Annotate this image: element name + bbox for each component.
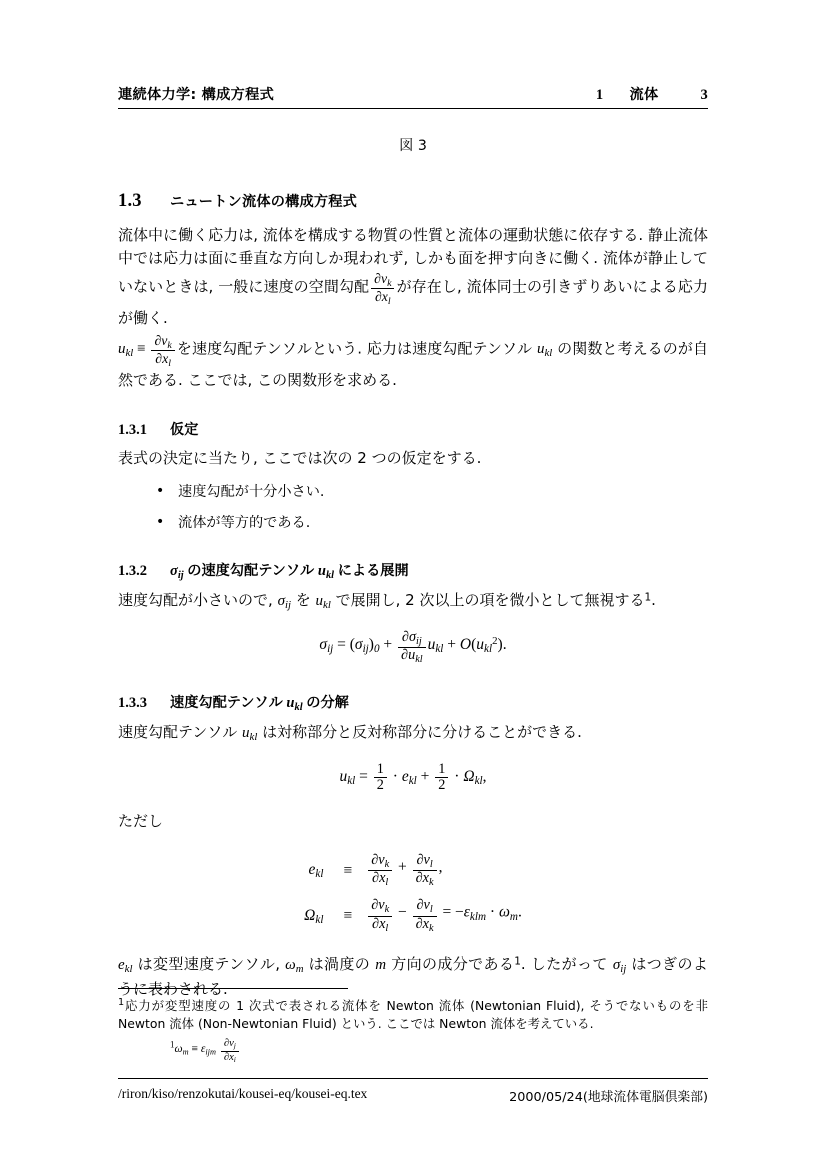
equation-row-omegakl <box>300 893 526 939</box>
paragraph-1-text-b: が存在し, 流体同士の引きずりあいによる応力が働く. <box>118 277 708 328</box>
section-paragraph-2 <box>118 333 708 393</box>
page-number: 3 <box>700 87 708 103</box>
para-132-a: 速度勾配が小さいので, <box>118 591 273 610</box>
paragraph-2-text-b: の関数と考えるのが自然である. ここでは, この関数形を求める. <box>118 339 708 390</box>
omegakl-relation: ≡ <box>343 907 353 925</box>
subsection-title-131: 仮定 <box>170 421 199 438</box>
footnote-ref-1[interactable]: 1 <box>644 591 652 604</box>
subsection-133-paragraph <box>118 721 708 746</box>
subsection-title-133-a: 速度勾配テンソル <box>170 694 283 711</box>
subsection-title-132-b: による展開 <box>337 563 409 580</box>
section-title: ニュートン流体の構成方程式 <box>170 194 358 210</box>
paragraph-2-text-a: を速度勾配テンソルという. 応力は速度勾配テンソル <box>176 339 533 358</box>
section-number: 1.3 <box>118 191 142 211</box>
omega-m-symbol: $\omega_m$ <box>285 957 304 976</box>
tadashi-label: ただし <box>118 812 164 831</box>
subsection-heading-131 <box>118 419 708 439</box>
section-heading <box>118 191 708 212</box>
footnote-2-formula: $\omega_m \equiv \varepsilon_{ijm}$ $\frac{\partial v_j}{\partial x_i}$ <box>174 1043 240 1055</box>
ukl-symbol: $u_{kl}$ <box>242 724 258 743</box>
subsection-number-131: 1.3.1 <box>118 421 147 438</box>
para-132-d: . <box>651 591 656 610</box>
footer-file-path: /riron/kiso/renzokutai/kousei-eq/kousei-eq.tex <box>118 1086 368 1101</box>
para-133-text: は対称部分と反対称部分に分けることができる. <box>262 722 582 741</box>
running-head <box>118 84 708 104</box>
page-footer <box>118 1086 708 1105</box>
running-head-chapter-title: 流体 <box>629 87 659 103</box>
list-item: • 速度勾配が十分小さい. <box>178 482 708 503</box>
para-132-c: で展開し, 2 次以上の項を微小として無視する <box>335 591 645 610</box>
assumption-list <box>118 482 708 535</box>
ekl-rhs: $\frac{\partial v_k}{\partial x_l}$ + $\frac{\partial v_l}{\partial x_k}$ , <box>362 848 526 894</box>
subsection-title-133-b: の分解 <box>306 694 349 711</box>
equation-taylor-expansion: $\sigma_{ij} = (\sigma_{ij})_0$ + $\frac{\partial\sigma_{ij}}{\partial u_{kl}}$ $u_{kl} + O(u_{kl}^2)$. <box>319 629 507 666</box>
equation-ekl-omegakl <box>300 848 526 939</box>
closing-text-a: は変型速度テンソル, <box>137 955 280 974</box>
ekl-lhs: $e_{kl}$ <box>308 860 324 881</box>
para-133-lead: 速度勾配テンソル <box>118 722 238 741</box>
ukl-symbol: $u_{kl}$ <box>286 694 303 713</box>
header-rule <box>118 108 708 109</box>
ukl-symbol: $u_{kl}$ <box>315 593 331 612</box>
list-item: • 流体が等方的である. <box>178 513 708 534</box>
sigma-ij-symbol: $\sigma_{ij}$ <box>277 593 291 612</box>
equation-ukl-decomposition: $u_{kl}$ = $\frac{1}{2}$ · $e_{kl}$ + $\frac{1}{2}$ · $\Omega_{kl}$, <box>339 760 487 794</box>
subsection-number-132: 1.3.2 <box>118 563 147 580</box>
running-head-title: 連続体力学: 構成方程式 <box>118 87 275 103</box>
running-head-chapter-number: 1 <box>595 87 604 103</box>
footnote-1 <box>118 996 708 1034</box>
closing-text-e: はつぎのように表わされる. <box>118 955 708 998</box>
subsection-heading-132 <box>118 560 708 581</box>
subsection-heading-133 <box>118 692 708 713</box>
footer-credit: 2000/05/24(地球流体電脳倶楽部) <box>509 1090 708 1105</box>
subsection-131-intro: 表式の決定に当たり, ここでは次の 2 つの仮定をする. <box>118 448 482 467</box>
closing-text-c: 方向の成分である <box>391 955 515 974</box>
sigma-ij-symbol: $\sigma_{ij}$ <box>170 563 184 582</box>
ukl-symbol: $u_{kl}$ <box>536 341 553 360</box>
paragraph-1-text-a: 流体中に働く応力は, 流体を構成する物質の性質と流体の運動状態に依存する. 静止流体中では応力は面に垂直な方向しか現われず, しかも面を押す向きに働く. 流体が静止していないときは, 一般に速度の空間勾配 <box>118 226 708 296</box>
subsection-132-paragraph <box>118 589 708 614</box>
omegakl-lhs: $\Omega_{kl}$ <box>304 906 324 926</box>
footnote-rule <box>118 988 348 989</box>
footer-rule <box>118 1078 708 1079</box>
ukl-symbol: $u_{kl}$ <box>317 563 335 582</box>
section-paragraph-1 <box>118 224 708 331</box>
omegakl-rhs: $\frac{\partial v_k}{\partial x_l}$ − $\frac{\partial v_l}{\partial x_k}$ = $-\varepsilon_{klm} \cdot \omega_m$. <box>362 893 526 939</box>
subsection-number-133: 1.3.3 <box>118 694 147 711</box>
ekl-symbol: $e_{kl}$ <box>118 957 133 976</box>
ukl-definition: $u_{kl}$ ≡ $\frac{\partial v_k}{\partial x_l}$ <box>118 341 177 357</box>
footnote-ref-2[interactable]: 1 <box>514 955 521 968</box>
ekl-relation: ≡ <box>343 861 353 879</box>
footnote-1-text: 応力が変型速度の 1 次式で表される流体を Newton 流体 (Newtonian Fluid), そうでないものを非 Newton 流体 (Non-Newtonian Fluid) という. ここでは Newton 流体を考えている. <box>118 997 708 1032</box>
page-content <box>118 84 708 1003</box>
m-symbol: m <box>375 957 387 974</box>
subsection-title-132-a: の速度勾配テンソル <box>187 563 315 580</box>
velocity-gradient-fraction: $\frac{\partial v_k}{\partial x_l}$ <box>369 279 396 295</box>
footnote-2-mark: 1 <box>170 1039 175 1050</box>
footnote-2 <box>118 1038 708 1064</box>
closing-text-b: は渦度の <box>308 955 371 974</box>
para-132-b: を <box>295 591 311 610</box>
equation-row-ekl <box>300 848 526 894</box>
closing-text-d: . したがって <box>520 955 608 974</box>
figure-caption: 図 3 <box>399 138 427 154</box>
sigma-ij-symbol: $\sigma_{ij}$ <box>612 957 627 976</box>
footnote-1-mark: 1 <box>118 997 125 1008</box>
footnote-area <box>118 988 708 1064</box>
